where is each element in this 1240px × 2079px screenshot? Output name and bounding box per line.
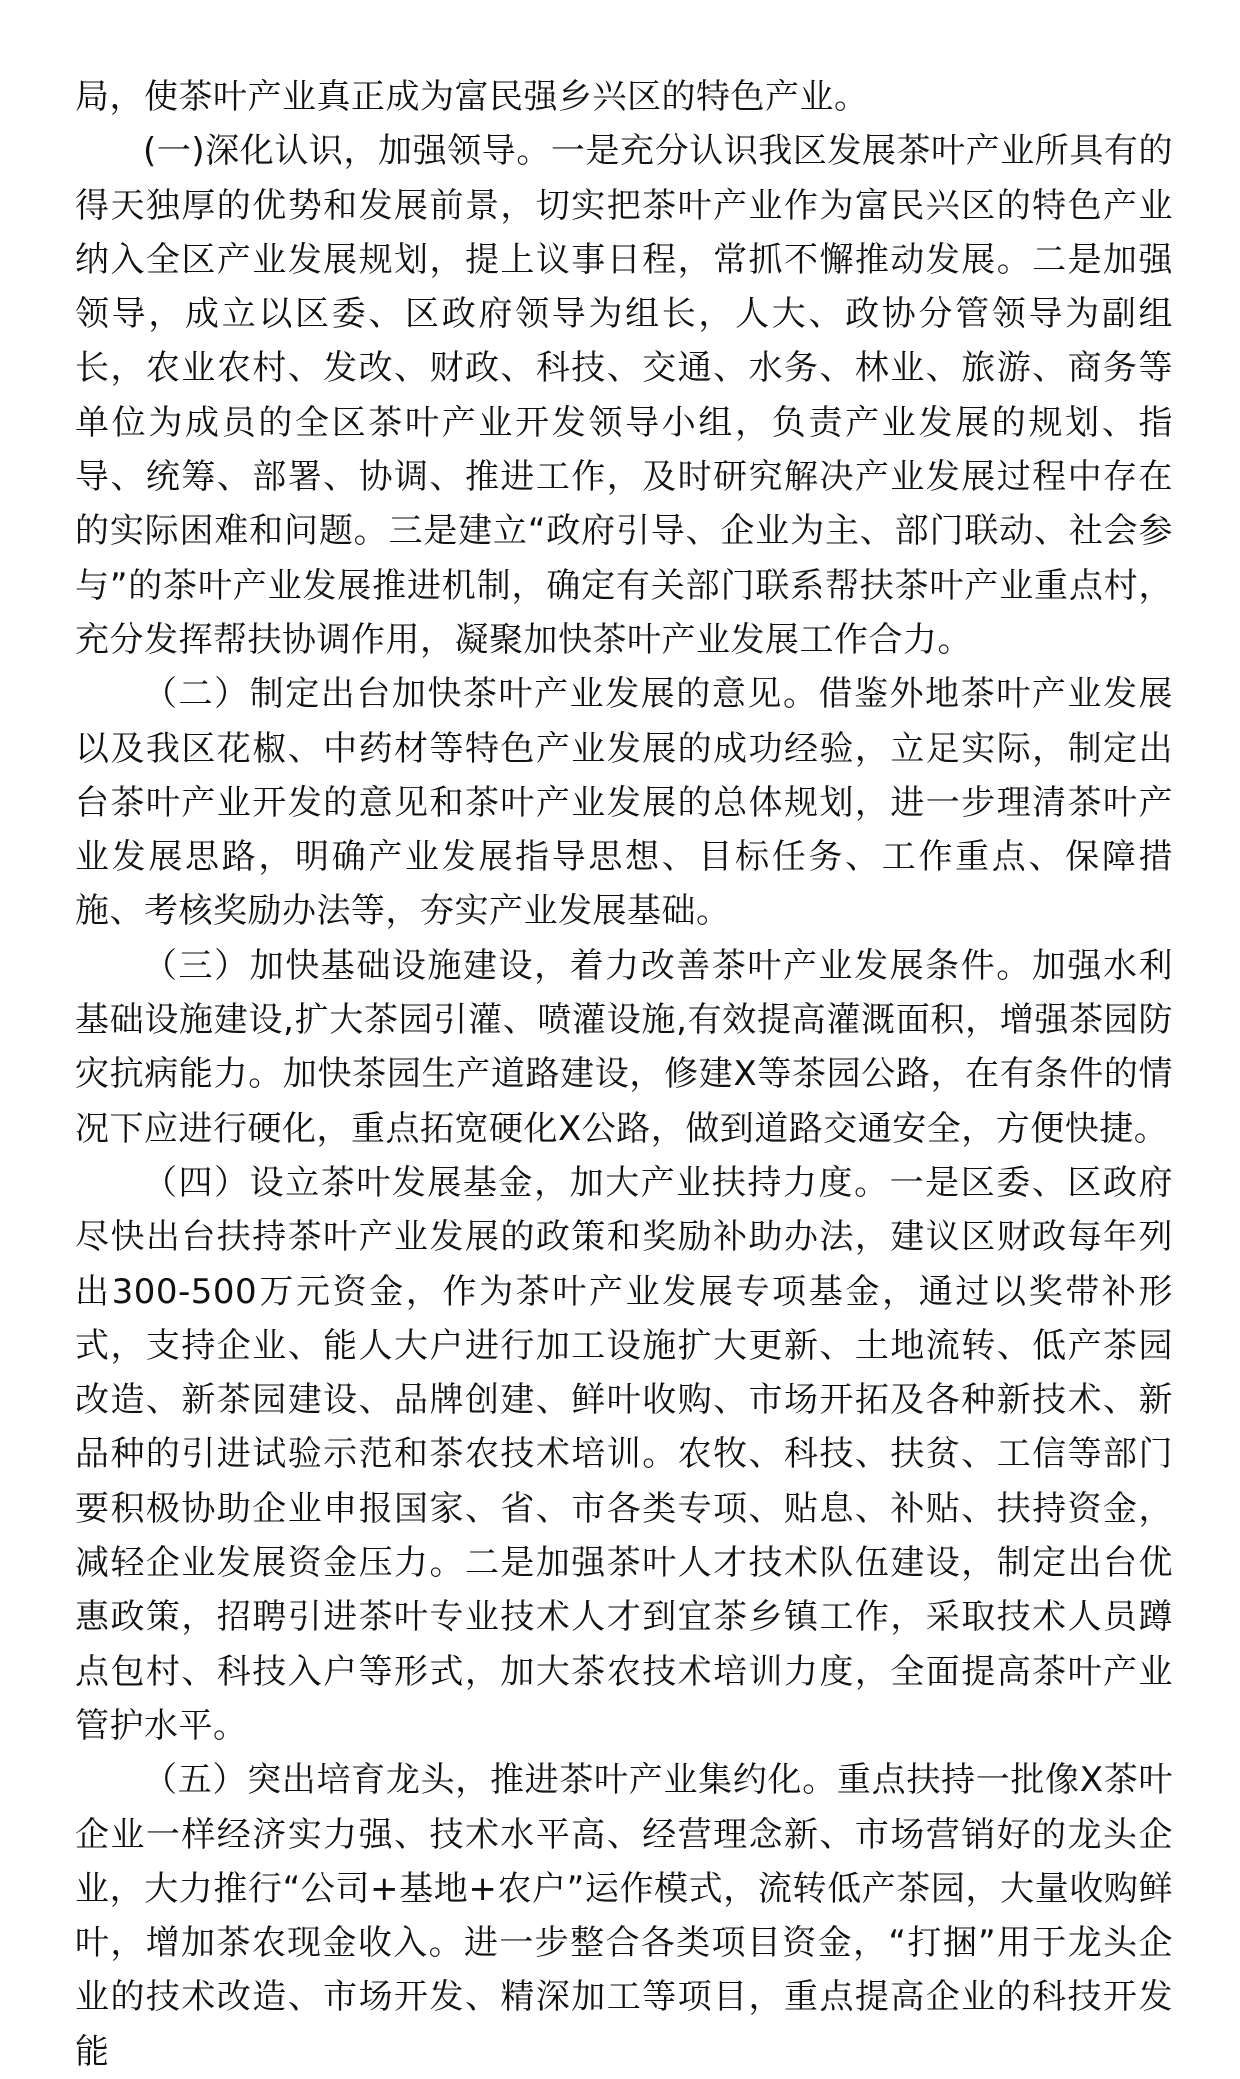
document-page <box>75 70 1173 2079</box>
paragraph-section-5: （五）突出培育龙头，推进茶叶产业集约化。重点扶持一批像X茶叶企业一样经济实力强、技术水平高、经营理念新、市场营销好的龙头企业，大力推行“公司+基地+农户”运作模式，流转低产茶园，大量收购鲜叶，增加茶农现金收入。进一步整合各类项目资金，“打捆”用于龙头企业的技术改造、市场开发、精深加工等项目，重点提高企业的科技开发能 <box>75 1760 1173 2072</box>
paragraph-continuation: 局，使茶叶产业真正成为富民强乡兴区的特色产业。 <box>75 77 869 117</box>
paragraph-section-2: （二）制定出台加快茶叶产业发展的意见。借鉴外地茶叶产业发展以及我区花椒、中药材等特色产业发展的成功经验，立足实际，制定出台茶叶产业开发的意见和茶叶产业发展的总体规划，进一步理清茶叶产业发展思路，明确产业发展指导思想、目标任务、工作重点、保障措施、考核奖励办法等，夯实产业发展基础。 <box>75 674 1173 932</box>
paragraph-section-4: （四）设立茶叶发展基金，加大产业扶持力度。一是区委、区政府尽快出台扶持茶叶产业发展的政策和奖励补助办法，建议区财政每年列出300-500万元资金，作为茶叶产业发展专项基金，通过以奖带补形式，支持企业、能人大户进行加工设施扩大更新、土地流转、低产茶园改造、新茶园建设、品牌创建、鲜叶收购、市场开拓及各种新技术、新品种的引进试验示范和茶农技术培训。农牧、科技、扶贫、工信等部门要积极协助企业申报国家、省、市各类专项、贴息、补贴、扶持资金，减轻企业发展资金压力。二是加强茶叶人才技术队伍建设，制定出台优惠政策，招聘引进茶叶专业技术人才到宜茶乡镇工作，采取技术人员蹲点包村、科技入户等形式，加大茶农技术培训力度，全面提高茶叶产业管护水平。 <box>75 1162 1173 1746</box>
paragraph-section-1: (一)深化认识，加强领导。一是充分认识我区发展茶叶产业所具有的得天独厚的优势和发展前景，切实把茶叶产业作为富民兴区的特色产业纳入全区产业发展规划，提上议事日程，常抓不懈推动发展。二是加强领导，成立以区委、区政府领导为组长，人大、政协分管领导为副组长，农业农村、发改、财政、科技、交通、水务、林业、旅游、商务等单位为成员的全区茶叶产业开发领导小组，负责产业发展的规划、指导、统筹、部署、协调、推进工作，及时研究解决产业发展过程中存在的实际困难和问题。三是建立“政府引导、企业为主、部门联动、社会参与”的茶叶产业发展推进机制，确定有关部门联系帮扶茶叶产业重点村，充分发挥帮扶协调作用，凝聚加快茶叶产业发展工作合力。 <box>75 131 1173 660</box>
paragraph-section-3: （三）加快基础设施建设，着力改善茶叶产业发展条件。加强水利基础设施建设,扩大茶园引灌、喷灌设施,有效提高灌溉面积，增强茶园防灾抗病能力。加快茶园生产道路建设，修建X等茶园公路，在有条件的情况下应进行硬化，重点拓宽硬化X公路，做到道路交通安全，方便快捷。 <box>75 945 1173 1149</box>
